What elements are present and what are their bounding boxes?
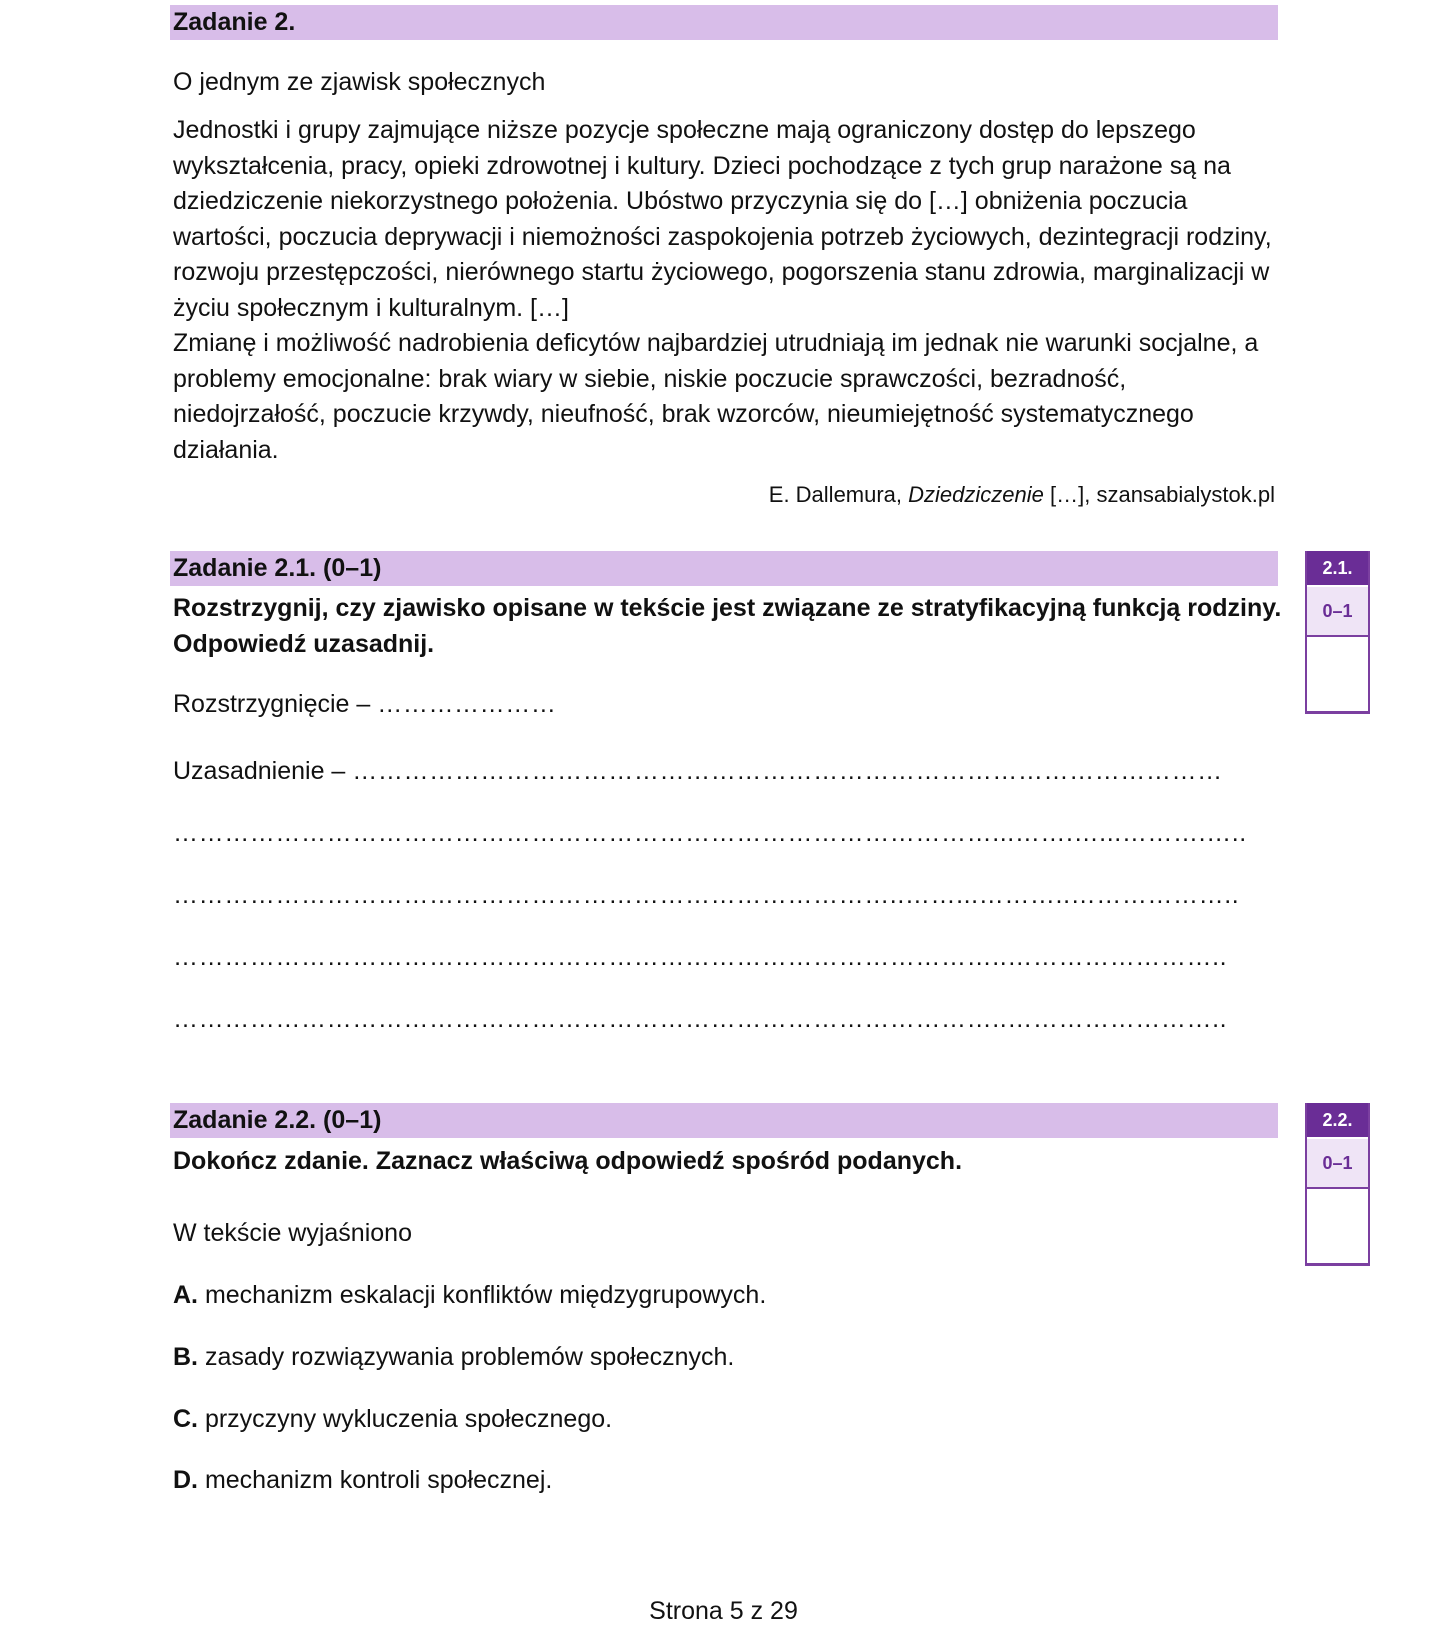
justification-label: Uzasadnienie –: [173, 757, 353, 785]
decision-line[interactable]: [173, 689, 556, 719]
option-a[interactable]: [173, 1280, 766, 1310]
source-rest: […], szansabialystok.pl: [1043, 482, 1275, 507]
score-points: 0–1: [1307, 1137, 1368, 1189]
answer-line-4[interactable]: ……………………………………………………………………………………..……………………..: [173, 1005, 1228, 1033]
decision-dots[interactable]: …………………: [377, 690, 557, 718]
answer-line-2[interactable]: …………………………………………………………………………..……...………..………………..: [173, 881, 1240, 909]
option-text: mechanizm eskalacji konfliktów międzygrupowych.: [198, 1281, 767, 1309]
score-field: [1307, 1189, 1368, 1263]
answer-line-3[interactable]: ……………………………………………………………………………………..……………………..: [173, 943, 1228, 971]
task2-header: Zadanie 2.: [170, 5, 1278, 40]
task2-intro: O jednym ze zjawisk społecznych: [173, 68, 546, 96]
score-number: 2.2.: [1307, 1103, 1368, 1137]
option-letter: B.: [173, 1343, 198, 1371]
task21-instruction: Rozstrzygnij, czy zjawisko opisane w tekście jest związane ze stratyfikacyjną funkcją rodziny. Odpowiedź uzasadnij.: [173, 594, 1282, 658]
option-letter: C.: [173, 1405, 198, 1433]
task21-header: Zadanie 2.1. (0–1): [170, 551, 1278, 586]
option-c[interactable]: [173, 1404, 612, 1434]
score-field: [1307, 637, 1368, 711]
option-text: przyczyny wykluczenia społecznego.: [198, 1405, 613, 1433]
task2-paragraph-1: Jednostki i grupy zajmujące niższe pozycje społeczne mają ograniczony dostęp do lepszego wykształcenia, pracy, opieki zdrowotnej i kultury. Dzieci pochodzące z tych grup narażone są na dziedziczenie niekorzystnego położenia. Ubóstwo przyczynia się do […] obniżenia poczucia wartości, poczucia deprywacji i niemożności zaspokojenia potrzeb życiowych, dezintegracji rodziny, rozwoju przestępczości, nierównego startu życiowego, pogorszenia stanu zdrowia, marginalizacji w życiu społecznym i kulturalnym. […]: [173, 116, 1272, 322]
source-citation: [769, 480, 1275, 510]
task22-header: Zadanie 2.2. (0–1): [170, 1103, 1278, 1138]
source-author: E. Dallemura,: [768, 482, 909, 507]
page-number: Strona 5 z 29: [649, 1597, 798, 1625]
score-points: 0–1: [1307, 585, 1368, 637]
option-text: mechanizm kontroli społecznej.: [198, 1466, 553, 1494]
task2-paragraph-2: Zmianę i możliwość nadrobienia deficytów najbardziej utrudniają im jednak nie warunki socjalne, a problemy emocjonalne: brak wiary w siebie, niskie poczucie sprawczości, bezradność, niedojrzałość, poczucie krzywdy, nieufność, brak wzorców, nieumiejętność systematycznego działania.: [173, 329, 1259, 464]
option-letter: A.: [173, 1281, 198, 1309]
option-letter: D.: [173, 1466, 198, 1494]
score-box-2-2: [1305, 1103, 1370, 1266]
option-d[interactable]: [173, 1465, 552, 1495]
answer-line-1[interactable]: ……………………………………………………………………………………...…….…...……….…..: [173, 819, 1247, 847]
option-text: zasady rozwiązywania problemów społecznych.: [198, 1343, 735, 1371]
justification-line[interactable]: [173, 756, 1275, 786]
option-b[interactable]: [173, 1342, 734, 1372]
justification-dots[interactable]: …………………………………………………………………………………………: [352, 757, 1223, 785]
score-number: 2.1.: [1307, 551, 1368, 585]
source-title: Dziedziczenie: [908, 482, 1044, 507]
task22-instruction: Dokończ zdanie. Zaznacz właściwą odpowiedź spośród podanych.: [173, 1147, 963, 1175]
decision-label: Rozstrzygnięcie –: [173, 690, 378, 718]
score-box-2-1: [1305, 551, 1370, 714]
task22-stem: W tekście wyjaśniono: [173, 1219, 412, 1247]
